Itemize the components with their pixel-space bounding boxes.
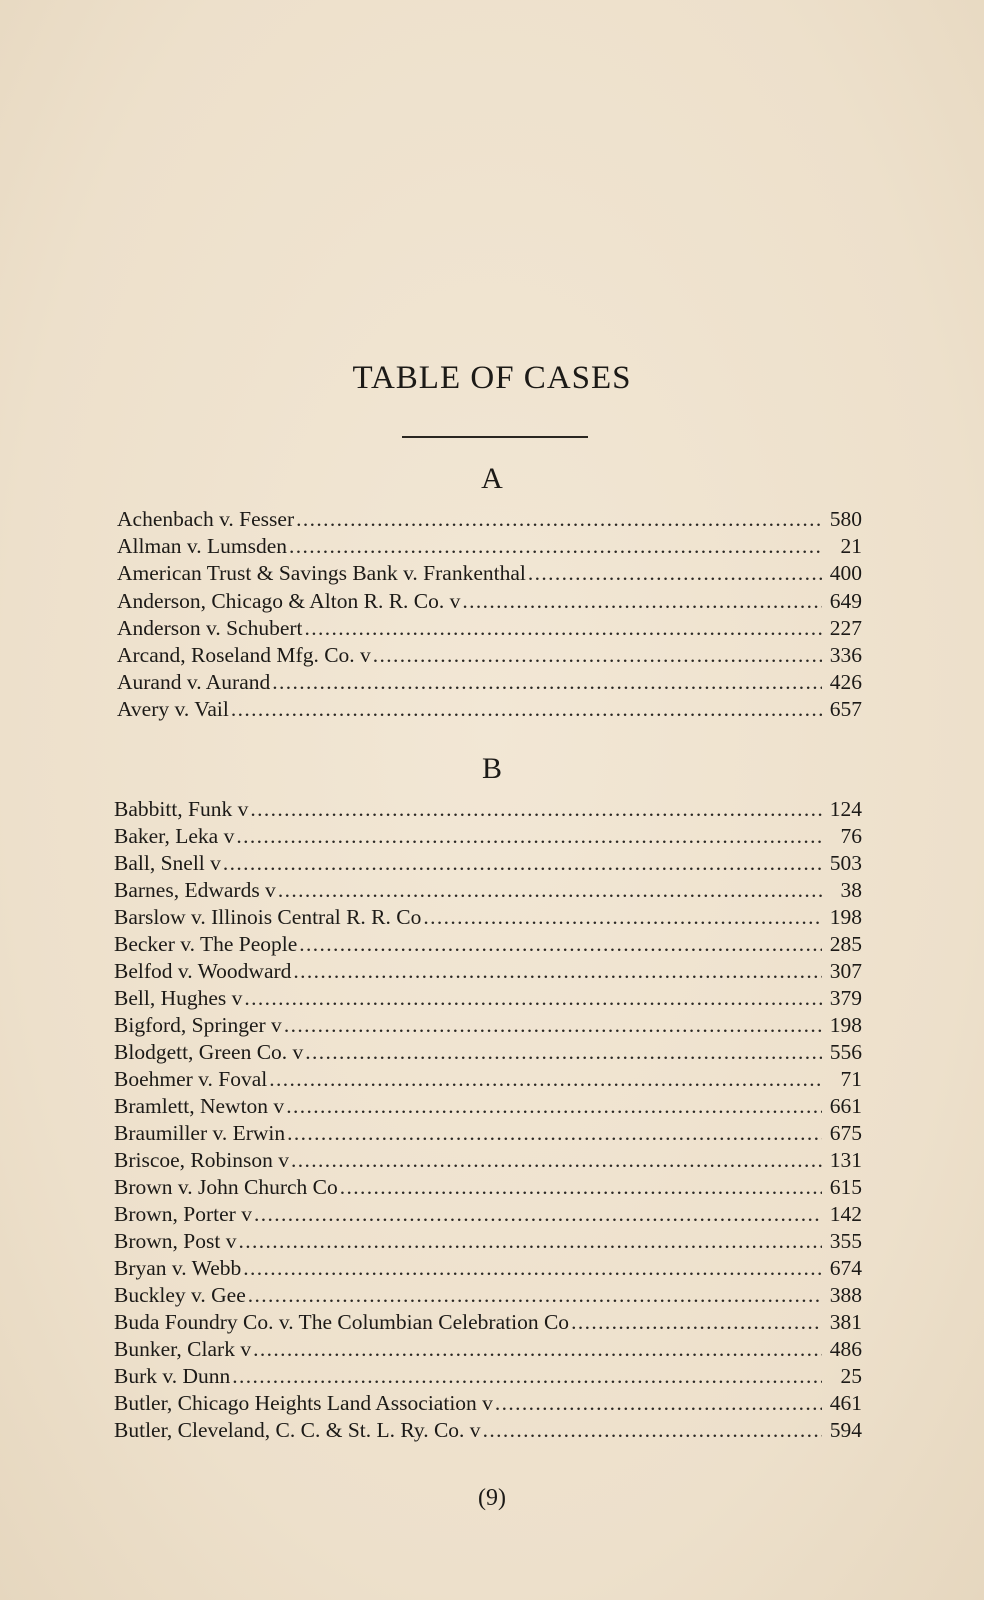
dot-leader [483, 1416, 822, 1444]
dot-leader [373, 641, 822, 669]
case-page-number: 285 [829, 932, 862, 956]
case-name: Barslow v. Illinois Central R. R. Co [114, 905, 422, 929]
case-entry [117, 668, 862, 696]
dot-leader [571, 1308, 822, 1336]
case-page-number: 307 [829, 959, 862, 983]
dot-leader [286, 1092, 822, 1120]
case-name: Bramlett, Newton v [114, 1094, 285, 1118]
case-name: Boehmer v. Foval [114, 1067, 268, 1091]
page-number: (9) [478, 1485, 506, 1511]
dot-leader [253, 1335, 822, 1363]
dot-leader [269, 1065, 822, 1093]
case-entry [114, 1038, 862, 1066]
case-entry [114, 849, 862, 877]
section-letter-b: B [481, 752, 502, 785]
case-entry [114, 1308, 862, 1336]
case-name: Butler, Cleveland, C. C. & St. L. Ry. Co. v [114, 1418, 481, 1442]
dot-leader [223, 849, 822, 877]
case-page-number: 661 [829, 1094, 862, 1118]
case-page-number: 674 [829, 1256, 862, 1280]
case-entry [117, 505, 862, 533]
case-page-number: 426 [829, 670, 862, 695]
case-name: Buckley v. Gee [114, 1283, 246, 1307]
case-page-number: 71 [840, 1067, 862, 1091]
dot-leader [293, 957, 822, 985]
case-page-number: 556 [829, 1040, 862, 1064]
case-name: Bigford, Springer v [114, 1013, 282, 1037]
case-entry [114, 876, 862, 904]
case-entry [117, 641, 862, 669]
case-entry [114, 795, 862, 823]
dot-leader [495, 1389, 822, 1417]
case-name: Briscoe, Robinson v [114, 1148, 289, 1172]
dot-leader [305, 1038, 822, 1066]
case-entry [117, 614, 862, 642]
case-page-number: 649 [829, 588, 862, 613]
case-name: Brown, Post v [114, 1229, 237, 1253]
case-entry [114, 984, 862, 1012]
case-page-number: 461 [829, 1391, 862, 1415]
case-name: Buda Foundry Co. v. The Columbian Celebration Co [114, 1310, 570, 1334]
case-name: Ball, Snell v [114, 851, 221, 875]
case-page-number: 124 [829, 797, 862, 821]
case-page-number: 227 [829, 615, 862, 640]
case-page-number: 486 [829, 1337, 862, 1361]
case-name: Baker, Leka v [114, 824, 235, 848]
case-page-number: 38 [840, 878, 862, 902]
case-entry [114, 903, 862, 931]
case-entry [114, 1335, 862, 1363]
case-name: Belfod v. Woodward [114, 959, 292, 983]
case-page-number: 21 [840, 534, 862, 559]
dot-leader [340, 1173, 822, 1201]
dot-leader [284, 1011, 822, 1039]
case-name: Brown, Porter v [114, 1202, 252, 1226]
case-page-number: 142 [829, 1202, 862, 1226]
case-name: Allman v. Lumsden [117, 534, 287, 559]
case-entry [114, 1119, 862, 1147]
case-entry [114, 822, 862, 850]
case-entry [114, 1362, 862, 1390]
dot-leader [287, 1119, 822, 1147]
case-page-number: 615 [829, 1175, 862, 1199]
case-name: Bell, Hughes v [114, 986, 243, 1010]
case-page-number: 25 [840, 1364, 862, 1388]
dot-leader [305, 614, 822, 642]
dot-leader [462, 587, 822, 615]
case-page-number: 675 [829, 1121, 862, 1145]
case-page-number: 131 [829, 1148, 862, 1172]
case-name: Avery v. Vail [117, 697, 229, 722]
dot-leader [248, 1281, 822, 1309]
case-name: Braumiller v. Erwin [114, 1121, 286, 1145]
dot-leader [272, 668, 822, 696]
case-page-number: 76 [840, 824, 862, 848]
case-entry [114, 1227, 862, 1255]
case-name: Anderson, Chicago & Alton R. R. Co. v [117, 588, 461, 613]
case-entry [114, 1416, 862, 1444]
dot-leader [250, 795, 822, 823]
case-page-number: 580 [829, 507, 862, 531]
case-name: Aurand v. Aurand [117, 670, 271, 695]
case-entry [114, 1389, 862, 1417]
case-name: American Trust & Savings Bank v. Frankenthal [117, 561, 526, 586]
section-letter-a: A [481, 462, 503, 495]
case-entry [114, 1281, 862, 1309]
case-name: Brown v. John Church Co [114, 1175, 338, 1199]
case-page-number: 381 [829, 1310, 862, 1334]
case-page-number: 198 [829, 905, 862, 929]
dot-leader [291, 1146, 822, 1174]
case-entry [114, 1173, 862, 1201]
case-page-number: 379 [829, 986, 862, 1010]
case-name: Bryan v. Webb [114, 1256, 242, 1280]
case-name: Barnes, Edwards v [114, 878, 276, 902]
case-name: Achenbach v. Fesser [117, 507, 295, 531]
case-page-number: 355 [829, 1229, 862, 1253]
dot-leader [238, 1227, 822, 1255]
case-entry [114, 1254, 862, 1282]
case-entry [117, 559, 862, 587]
case-page-number: 503 [829, 851, 862, 875]
case-page-number: 198 [829, 1013, 862, 1037]
case-entry [114, 1092, 862, 1120]
case-page-number: 400 [829, 561, 862, 586]
case-name: Anderson v. Schubert [117, 615, 303, 640]
dot-leader [278, 876, 822, 904]
dot-leader [254, 1200, 822, 1228]
case-entry [114, 930, 862, 958]
case-name: Burk v. Dunn [114, 1364, 231, 1388]
dot-leader [528, 559, 822, 587]
case-page-number: 388 [829, 1283, 862, 1307]
case-entry [114, 1011, 862, 1039]
case-page-number: 594 [829, 1418, 862, 1442]
case-entry [117, 532, 862, 560]
dot-leader [296, 505, 822, 533]
dot-leader [423, 903, 822, 931]
dot-leader [299, 930, 822, 958]
case-entry [114, 1146, 862, 1174]
case-name: Blodgett, Green Co. v [114, 1040, 304, 1064]
case-entry [114, 957, 862, 985]
case-page-number: 657 [829, 697, 862, 722]
dot-leader [244, 984, 822, 1012]
case-name: Arcand, Roseland Mfg. Co. v [117, 643, 371, 667]
case-name: Babbitt, Funk v [114, 797, 249, 821]
case-page-number: 336 [829, 643, 862, 667]
dot-leader [236, 822, 822, 850]
case-entry [114, 1065, 862, 1093]
dot-leader [243, 1254, 822, 1282]
case-name: Becker v. The People [114, 932, 298, 956]
dot-leader [289, 532, 822, 560]
page-title: TABLE OF CASES [352, 360, 632, 396]
case-entry [117, 587, 862, 615]
title-rule [402, 436, 588, 438]
case-name: Butler, Chicago Heights Land Association v [114, 1391, 493, 1415]
dot-leader [232, 1362, 822, 1390]
case-entry [114, 1200, 862, 1228]
case-entry [117, 695, 862, 723]
dot-leader [231, 695, 822, 723]
case-name: Bunker, Clark v [114, 1337, 252, 1361]
